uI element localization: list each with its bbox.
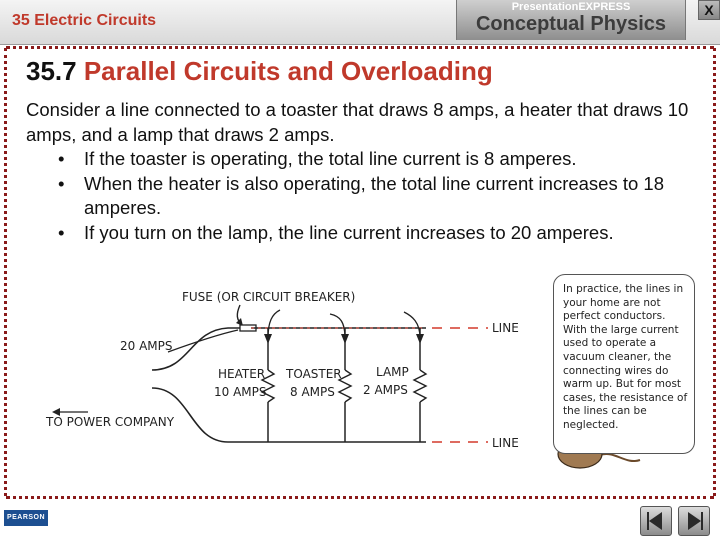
brand-logo: [456, 0, 686, 40]
lamp-label: LAMP: [376, 365, 409, 379]
heater-label: HEATER: [218, 367, 266, 381]
bullet-item: • If you turn on the lamp, the line current increases to 20 amperes.: [58, 221, 706, 246]
bullet-item: • If the toaster is operating, the total line current is 8 amperes.: [58, 147, 706, 172]
bullet-item: • When the heater is also operating, the total line current increases to 18 amperes.: [58, 172, 706, 221]
amps-label: 20 AMPS: [120, 339, 173, 353]
line-top-label: LINE: [492, 321, 519, 335]
lamp-arrow-head: [416, 334, 424, 344]
slide-title-text: Parallel Circuits and Overloading: [83, 56, 493, 86]
dotted-border-left: [4, 48, 7, 496]
heater-arrow-head: [264, 334, 272, 344]
slide-body: [26, 98, 706, 246]
slide-title: [26, 56, 493, 87]
header-bar: [0, 0, 720, 45]
dotted-border-top: [6, 46, 714, 49]
dotted-border-bottom: [6, 496, 714, 499]
brand-main-label: Conceptual Physics: [475, 13, 667, 35]
previous-slide-button[interactable]: [640, 506, 672, 536]
heater-amps-label: 10 AMPS: [214, 385, 267, 399]
toaster-label: TOASTER: [286, 367, 342, 381]
toaster-amps-label: 8 AMPS: [290, 385, 335, 399]
fuse-label: FUSE (OR CIRCUIT BREAKER): [182, 290, 356, 304]
close-button[interactable]: X: [698, 0, 720, 20]
pearson-logo: PEARSON: [4, 510, 48, 526]
amps-pointer: [168, 330, 238, 352]
slide-title-number: 35.7: [26, 56, 77, 86]
lamp-amps-label: 2 AMPS: [363, 383, 408, 397]
brand-small-label: PresentationEXPRESS: [511, 1, 631, 13]
previous-arrow-icon: [641, 507, 671, 535]
next-slide-button[interactable]: [678, 506, 710, 536]
dotted-border-right: [713, 48, 716, 496]
heater-current-arrow: [268, 310, 280, 338]
lamp-resistor: [414, 370, 426, 402]
power-company-label: TO POWER COMPANY: [46, 415, 175, 429]
speech-bubble-note: In practice, the lines in your home are not perfect conductors. With the large current used to operate a vacuum cleaner, the connecting wires do warm up. But for most cases, the resistance of the lines can be neglected.: [553, 274, 695, 454]
line-bottom-label: LINE: [492, 436, 519, 450]
bullet-list: [26, 147, 706, 245]
toaster-arrow-head: [341, 334, 349, 344]
next-arrow-icon: [679, 507, 709, 535]
chapter-title: 35 Electric Circuits: [12, 12, 157, 29]
intro-paragraph: Consider a line connected to a toaster that draws 8 amps, a heater that draws 10 amps, and a lamp that draws 2 amps.: [26, 99, 689, 145]
